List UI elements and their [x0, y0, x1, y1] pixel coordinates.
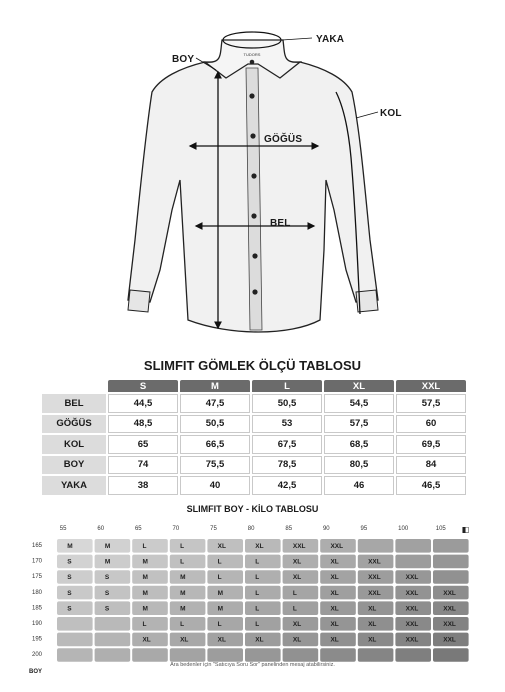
- x-tick-label: 80: [247, 526, 255, 532]
- grid-cell-label: L: [217, 574, 222, 582]
- size-row-label: GÖĞÜS: [42, 415, 106, 434]
- grid-cell-label: L: [180, 543, 185, 550]
- size-cell: 75,5: [180, 456, 250, 475]
- size-cell: 68,5: [324, 435, 394, 454]
- size-col-m: M: [180, 380, 250, 392]
- grid-cell: [57, 570, 93, 584]
- grid-cell-label: XL: [330, 589, 339, 597]
- grid-cell-label: L: [217, 558, 222, 566]
- grid-cell-label: XXL: [368, 589, 381, 597]
- size-cell: 67,5: [252, 435, 322, 454]
- x-tick-label: 85: [285, 526, 293, 532]
- grid-cell: [57, 617, 93, 631]
- grid-cell: [95, 617, 131, 631]
- grid-cell-label: XL: [368, 621, 377, 628]
- size-row-label: BEL: [42, 394, 106, 413]
- grid-cell-label: M: [217, 589, 224, 597]
- grid-cell-label: M: [67, 543, 73, 550]
- grid-cell-label: XXL: [405, 605, 419, 613]
- grid-cell: [132, 601, 168, 615]
- size-cell: 46: [324, 476, 394, 495]
- size-row-label: BOY: [42, 456, 106, 475]
- grid-cell-label: S: [104, 605, 110, 613]
- grid-cell: [57, 555, 93, 569]
- grid-cell: [245, 648, 281, 662]
- grid-cell: [95, 586, 131, 600]
- grid-cell-label: XL: [292, 636, 302, 644]
- collar-tag: TUDORS: [243, 52, 261, 57]
- size-cell: 78,5: [252, 456, 322, 475]
- grid-cell-label: XL: [368, 636, 377, 644]
- size-row: [42, 435, 466, 454]
- x-tick-label: 90: [322, 526, 330, 532]
- size-row: [42, 456, 466, 475]
- size-col-xxl: XXL: [396, 380, 466, 392]
- grid-cell: [395, 539, 431, 553]
- grid-cell: [358, 539, 394, 553]
- grid-cell-label: XL: [217, 543, 226, 550]
- grid-cell: [57, 586, 93, 600]
- label-gogus: GÖĞÜS: [264, 134, 303, 145]
- grid-cell: [170, 586, 206, 600]
- size-cell: 44,5: [108, 394, 178, 413]
- grid-cell-label: XL: [142, 636, 151, 644]
- grid-cell-label: M: [180, 574, 186, 582]
- size-col-s: S: [108, 380, 178, 392]
- size-row: [42, 415, 466, 434]
- x-tick-label: 75: [210, 526, 217, 532]
- x-tick-label: 55: [59, 526, 67, 532]
- y-tick-label: 185: [31, 605, 42, 612]
- grid-cell: [57, 633, 93, 647]
- grid-cell-label: XXL: [405, 574, 419, 582]
- x-tick-label: 65: [134, 526, 142, 532]
- grid-cell: [245, 570, 281, 584]
- grid-cell-label: XXL: [405, 621, 419, 628]
- grid-cell-label: L: [255, 558, 260, 566]
- grid-cell: [320, 648, 356, 662]
- y-tick-label: 165: [31, 543, 42, 549]
- size-cell: 50,5: [252, 394, 322, 413]
- grid-cell: [170, 539, 206, 553]
- grid-cell-label: M: [104, 558, 111, 566]
- grid-cell: [245, 586, 281, 600]
- y-tick-label: 190: [31, 621, 42, 627]
- grid-cell: [57, 539, 93, 553]
- grid-cell-label: XL: [330, 574, 339, 582]
- grid-cell-label: XL: [330, 605, 339, 613]
- y-tick-label: 195: [31, 636, 42, 643]
- y-axis-label: BOY: [28, 668, 42, 675]
- label-boy: BOY: [172, 54, 195, 65]
- grid-cell: [95, 570, 131, 584]
- grid-cell-label: XL: [292, 558, 302, 566]
- grid-cell-label: XXL: [443, 636, 456, 644]
- size-cell: 40: [180, 476, 250, 495]
- grid-cell-label: M: [142, 558, 148, 566]
- size-table: [40, 378, 468, 497]
- label-bel: BEL: [270, 218, 291, 229]
- grid-cell: [433, 648, 469, 662]
- grid-cell: [132, 617, 168, 631]
- grid-cell-label: M: [142, 605, 148, 613]
- grid-cell: [245, 601, 281, 615]
- size-col-l: L: [252, 380, 322, 392]
- size-row-label: KOL: [42, 435, 106, 454]
- size-cell: 60: [396, 415, 466, 434]
- grid-cell-label: XXL: [443, 621, 456, 628]
- size-cell: 80,5: [324, 456, 394, 475]
- x-tick-label: 105: [435, 526, 446, 532]
- grid-cell: [57, 648, 93, 662]
- grid-cell: [433, 570, 469, 584]
- grid-cell-label: L: [142, 543, 147, 550]
- grid-cell: [170, 555, 206, 569]
- grid-cell-label: M: [180, 605, 186, 613]
- grid-cell-label: M: [142, 574, 148, 582]
- grid-cell-label: M: [142, 589, 148, 597]
- x-tick-label: 70: [172, 526, 180, 532]
- size-cell: 42,5: [252, 476, 322, 495]
- size-cell: 66,5: [180, 435, 250, 454]
- grid-cell-label: XL: [330, 621, 339, 628]
- grid-cell-label: L: [292, 605, 297, 613]
- grid-cell: [170, 570, 206, 584]
- grid-cell: [132, 586, 168, 600]
- grid-cell-label: XL: [255, 543, 264, 550]
- label-kol: KOL: [380, 108, 402, 119]
- grid-cell: [207, 617, 243, 631]
- weight-icon: ◧: [461, 525, 470, 534]
- size-cell: 54,5: [324, 394, 394, 413]
- grid-cell: [132, 648, 168, 662]
- grid-cell-label: L: [142, 621, 147, 628]
- grid-cell: [95, 648, 131, 662]
- grid-cell-label: XXL: [443, 605, 456, 613]
- grid-cell-label: XL: [330, 558, 339, 566]
- grid-cell: [170, 648, 206, 662]
- size-cell: 46,5: [396, 476, 466, 495]
- x-tick-label: 100: [398, 526, 409, 532]
- grid-cell-label: M: [217, 605, 224, 613]
- grid-cell-label: XL: [368, 605, 377, 613]
- size-cell: 38: [108, 476, 178, 495]
- y-tick-label: 175: [31, 574, 42, 581]
- x-tick-label: 60: [97, 526, 105, 532]
- grid-cell: [132, 555, 168, 569]
- grid-cell-label: L: [217, 621, 222, 628]
- grid-cell: [207, 648, 243, 662]
- size-cell: 57,5: [396, 394, 466, 413]
- grid-cell-label: L: [255, 621, 260, 628]
- grid-cell-label: XXL: [292, 543, 306, 550]
- grid-cell: [245, 617, 281, 631]
- y-tick-label: 200: [31, 652, 42, 659]
- grid-cell: [358, 648, 394, 662]
- size-cell: 57,5: [324, 415, 394, 434]
- grid-cell: [132, 539, 168, 553]
- grid-cell: [95, 539, 131, 553]
- grid-cell: [283, 586, 319, 600]
- size-row-label: YAKA: [42, 476, 106, 495]
- size-cell: 50,5: [180, 415, 250, 434]
- size-cell: 84: [396, 456, 466, 475]
- grid-cell: [283, 601, 319, 615]
- grid-cell-label: XL: [180, 636, 189, 644]
- grid-cell-label: M: [180, 589, 186, 597]
- size-cell: 53: [252, 415, 322, 434]
- grid-cell-label: L: [292, 589, 297, 597]
- grid-cell: [433, 555, 469, 569]
- x-tick-label: 95: [360, 526, 368, 532]
- grid-cell: [57, 601, 93, 615]
- y-tick-label: 170: [31, 558, 42, 565]
- grid-cell-label: XXL: [368, 574, 381, 582]
- grid-cell-label: S: [104, 574, 110, 582]
- size-table-title: SLIMFIT GÖMLEK ÖLÇÜ TABLOSU: [143, 358, 362, 373]
- size-cell: 47,5: [180, 394, 250, 413]
- size-cell: 48,5: [108, 415, 178, 434]
- grid-cell-label: XL: [292, 621, 302, 628]
- size-cell: 69,5: [396, 435, 466, 454]
- grid-cell: [170, 617, 206, 631]
- size-row: [42, 476, 466, 495]
- grid-cell: [207, 555, 243, 569]
- size-cell: 74: [108, 456, 178, 475]
- y-tick-label: 180: [31, 589, 42, 596]
- grid-cell: [132, 570, 168, 584]
- grid-cell-label: L: [255, 574, 260, 582]
- grid-cell-label: XL: [330, 636, 339, 644]
- grid-cell: [95, 633, 131, 647]
- grid-cell: [170, 601, 206, 615]
- shirt-illustration: [0, 0, 505, 345]
- grid-cell-label: XXL: [443, 589, 456, 597]
- grid-cell-label: XXL: [330, 543, 344, 550]
- grid-cell-label: XXL: [405, 636, 419, 644]
- grid-cell: [433, 539, 469, 553]
- grid-cell-label: S: [67, 574, 72, 582]
- grid-cell: [95, 555, 131, 569]
- size-col-xl: XL: [324, 380, 394, 392]
- grid-cell-label: S: [104, 589, 110, 597]
- size-row: [42, 394, 466, 413]
- grid-cell: [95, 601, 131, 615]
- grid-cell-label: XL: [292, 574, 302, 582]
- grid-cell: [395, 648, 431, 662]
- grid-cell: [395, 555, 431, 569]
- grid-cell: [283, 648, 319, 662]
- grid-cell-label: XL: [255, 636, 264, 644]
- grid-cell: [207, 601, 243, 615]
- weight-chart-title: SLIMFIT BOY - KİLO TABLOSU: [186, 504, 319, 514]
- grid-cell-label: M: [104, 543, 111, 550]
- grid-cell-label: S: [67, 605, 72, 613]
- footnote: Ara bedenler için "Satıcıya Soru Sor" panelinden mesaj atabilirsiniz.: [170, 662, 335, 668]
- grid-cell-label: XXL: [368, 558, 381, 566]
- grid-cell-label: L: [255, 605, 260, 613]
- grid-cell-label: S: [67, 589, 72, 597]
- size-cell: 65: [108, 435, 178, 454]
- grid-cell-label: L: [180, 621, 185, 628]
- grid-cell: [245, 555, 281, 569]
- grid-cell-label: XXL: [405, 589, 419, 597]
- label-yaka: YAKA: [316, 34, 345, 45]
- grid-cell-label: L: [180, 558, 185, 566]
- grid-cell: [207, 586, 243, 600]
- grid-cell-label: S: [67, 558, 72, 566]
- grid-cell-label: L: [255, 589, 260, 597]
- grid-cell: [207, 570, 243, 584]
- grid-cell-label: XL: [217, 636, 226, 644]
